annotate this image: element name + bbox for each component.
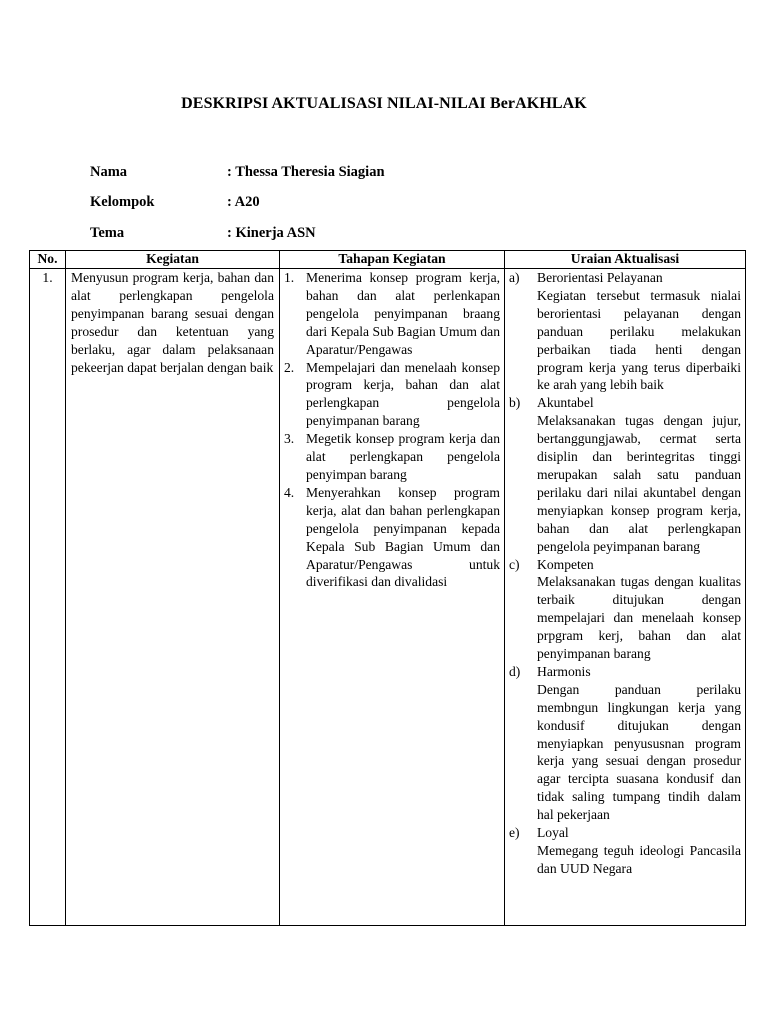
list-item: [284, 430, 500, 484]
value-name: Berorientasi Pelayanan: [537, 270, 663, 285]
values-list: [509, 269, 741, 878]
value-letter: c): [509, 556, 520, 572]
step-number: 1.: [284, 270, 295, 285]
value-description: Dengan panduan perilaku membngun lingkungan kerja yang kondusif ditujukan dengan menyiapkan penyususnan program kerja yang sesuai dengan prosedur agar tercipta suasana kondusif dan tidak saling tumpang tindih dalam hal pekerjaan: [537, 681, 741, 823]
list-item: [284, 359, 500, 431]
value-letter: b): [509, 395, 521, 411]
header-kegiatan: Kegiatan: [66, 251, 280, 269]
list-item: [509, 556, 741, 663]
step-number: 2.: [284, 359, 295, 375]
cell-no: 1.: [30, 269, 66, 926]
value-name: Kompeten: [537, 556, 594, 572]
field-value: : Kinerja ASN: [227, 224, 316, 241]
cell-tahapan: [280, 269, 505, 926]
list-item: [509, 394, 741, 555]
header-uraian: Uraian Aktualisasi: [505, 251, 746, 269]
field-label: Tema: [90, 224, 125, 241]
field-value: : A20: [227, 194, 260, 211]
step-text: Mempelajari dan menelaah konsep program kerja, bahan dan alat perlengkapan pengelola penyimpanan barang: [306, 359, 500, 429]
step-text: Megetik konsep program kerja dan alat perlengkapan pengelola penyimpan barang: [306, 431, 500, 482]
step-text: Menerima konsep program kerja, bahan dan alat perlenkapan pengelola penyimpanan braang dari Kepala Sub Bagian Umum dan Aparatur/Pengawas: [306, 270, 500, 357]
list-item: [509, 269, 741, 394]
table-row: [30, 269, 746, 926]
list-item: [509, 824, 741, 878]
identity-block: [90, 157, 385, 249]
cell-kegiatan: Menyusun program kerja, bahan dan alat perlengkapan pengelola penyimpanan barang sesuai dengan prosedur dan ketentuan yang berlaku, agar dalam pelaksanaan pekeerjan dapat berjalan dengan baik: [66, 269, 280, 926]
actualization-table: [29, 250, 746, 926]
step-text: Menyerahkan konsep program kerja, alat dan bahan perlengkapan pengelola penyimpanan kepada Kepala Sub Bagian Umum dan Aparatur/Pengawas untuk diverifikasi dan divalidasi: [306, 484, 500, 590]
value-description: Memegang teguh ideologi Pancasila dan UUD Negara: [537, 843, 741, 876]
list-item: [284, 484, 500, 591]
list-item: [509, 663, 741, 824]
field-label: Nama: [90, 163, 128, 180]
value-letter: e): [509, 825, 520, 841]
list-item: [284, 269, 500, 359]
value-description: Melaksanakan tugas dengan kualitas terbaik ditujukan dengan mempelajari dan menelaah konsep prpgram kerj, bahan dan alat penyimpanan barang: [537, 574, 741, 662]
value-letter: d): [509, 663, 521, 679]
cell-uraian: [505, 269, 746, 926]
field-nama: [90, 157, 385, 188]
table-header-row: [30, 251, 746, 269]
value-name: Akuntabel: [537, 395, 594, 411]
header-tahapan: Tahapan Kegiatan: [280, 251, 505, 269]
step-number: 3.: [284, 431, 295, 447]
step-number: 4.: [284, 484, 295, 500]
value-description: Kegiatan tersebut termasuk nialai berorientasi pelayanan dengan panduan perilaku melakukan perbaikan tiada henti dengan program kerja yang terus diperbaiki ke arah yang lebih baik: [537, 287, 741, 393]
field-label: Kelompok: [90, 194, 155, 211]
steps-list: [284, 269, 500, 591]
field-kelompok: [90, 188, 385, 219]
field-tema: [90, 218, 385, 249]
document-title: DESKRIPSI AKTUALISASI NILAI-NILAI BerAKHLAK: [181, 95, 587, 112]
value-letter: a): [509, 270, 520, 285]
value-name: Harmonis: [537, 663, 591, 679]
field-value: : Thessa Theresia Siagian: [227, 163, 385, 180]
header-no: No.: [30, 251, 66, 269]
value-description: Melaksanakan tugas dengan jujur, bertanggungjawab, cermat serta disiplin dan berintegritas tinggi merupakan salah satu panduan perilaku dari nilai akuntabel dengan menyiapkan konsep program kerja, bahan dan alat perlengkapan pengelola peyimpanan barang: [537, 413, 741, 554]
value-name: Loyal: [537, 825, 569, 841]
